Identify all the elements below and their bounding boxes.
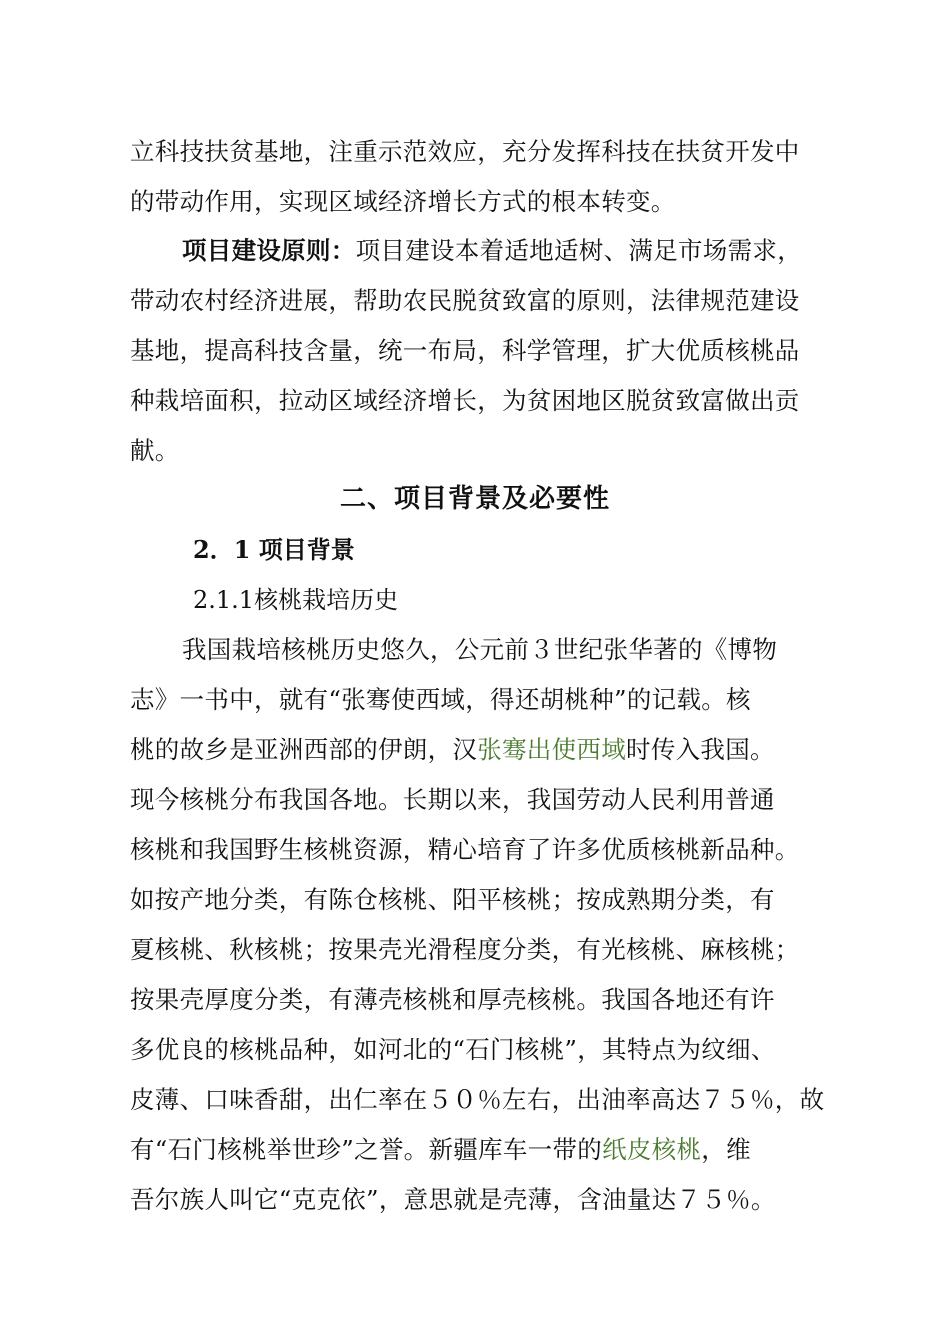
paragraph-line: 我国栽培核桃历史悠久，公元前３世纪张华著的《博物 [182, 635, 778, 664]
zhang-qian-link[interactable]: 张骞出使西域 [477, 735, 627, 764]
paragraph-line: 核桃和我国野生核桃资源，精心培育了许多优质核桃新品种。 [130, 835, 800, 864]
paragraph-line: 如按产地分类，有陈仓核桃、阳平核桃；按成熟期分类，有 [130, 885, 775, 914]
paragraph-line: 带动农村经济进展，帮助农民脱贫致富的原则，法律规范建设 [130, 286, 800, 315]
paragraph-line: 皮薄、口味香甜，出仁率在５０％左右，出油率高达７５％，故 [130, 1085, 825, 1114]
section-heading: 二、项目背景及必要性 [339, 484, 610, 514]
paragraph-line: 基地，提高科技含量，统一布局，科学管理，扩大优质核桃品 [130, 336, 800, 365]
paragraph-line: 吾尔族人叫它“克克依”，意思就是壳薄，含油量达７５％。 [130, 1185, 776, 1214]
paragraph-line: 夏核桃、秋核桃；按果壳光滑程度分类，有光核桃、麻核桃； [130, 935, 800, 964]
paragraph-line [130, 1135, 850, 1165]
paragraph-line: 按果壳厚度分类，有薄壳核桃和厚壳核桃。我国各地还有许 [130, 985, 775, 1014]
paragraph-line: 献。 [130, 436, 180, 465]
paragraph-line: 立科技扶贫基地，注重示范效应，充分发挥科技在扶贫开发中 [130, 137, 800, 166]
paragraph-text: 桃的故乡是亚洲西部的伊朗，汉 [130, 735, 478, 764]
principle-label: 项目建设原则： [182, 236, 356, 265]
paragraph-line [182, 236, 902, 266]
paragraph-line: 种栽培面积，拉动区域经济增长，为贫困地区脱贫致富做出贡 [130, 386, 800, 415]
paragraph-text: ，维 [701, 1135, 751, 1164]
paragraph-text: 项目建设本着适地适树、满足市场需求， [355, 236, 803, 265]
subsection-heading: 2．1 项目背景 [193, 535, 355, 564]
paragraph-line: 志》一书中，就有“张骞使西域，得还胡桃种”的记载。核 [130, 685, 751, 714]
paper-shell-walnut-link[interactable]: 纸皮核桃 [602, 1135, 702, 1164]
paragraph-line [130, 735, 850, 765]
paragraph-text: 时传入我国。 [626, 735, 775, 764]
paragraph-line: 现今核桃分布我国各地。长期以来，我国劳动人民利用普通 [130, 785, 775, 814]
paragraph-line: 多优良的核桃品种，如河北的“石门核桃”，其特点为纹细、 [130, 1035, 776, 1064]
paragraph-line: 的带动作用，实现区域经济增长方式的根本转变。 [130, 187, 676, 216]
paragraph-text: 有“石门核桃举世珍”之誉。新疆库车一带的 [130, 1135, 603, 1164]
subsubsection-heading: 2.1.1核桃栽培历史 [193, 586, 399, 614]
